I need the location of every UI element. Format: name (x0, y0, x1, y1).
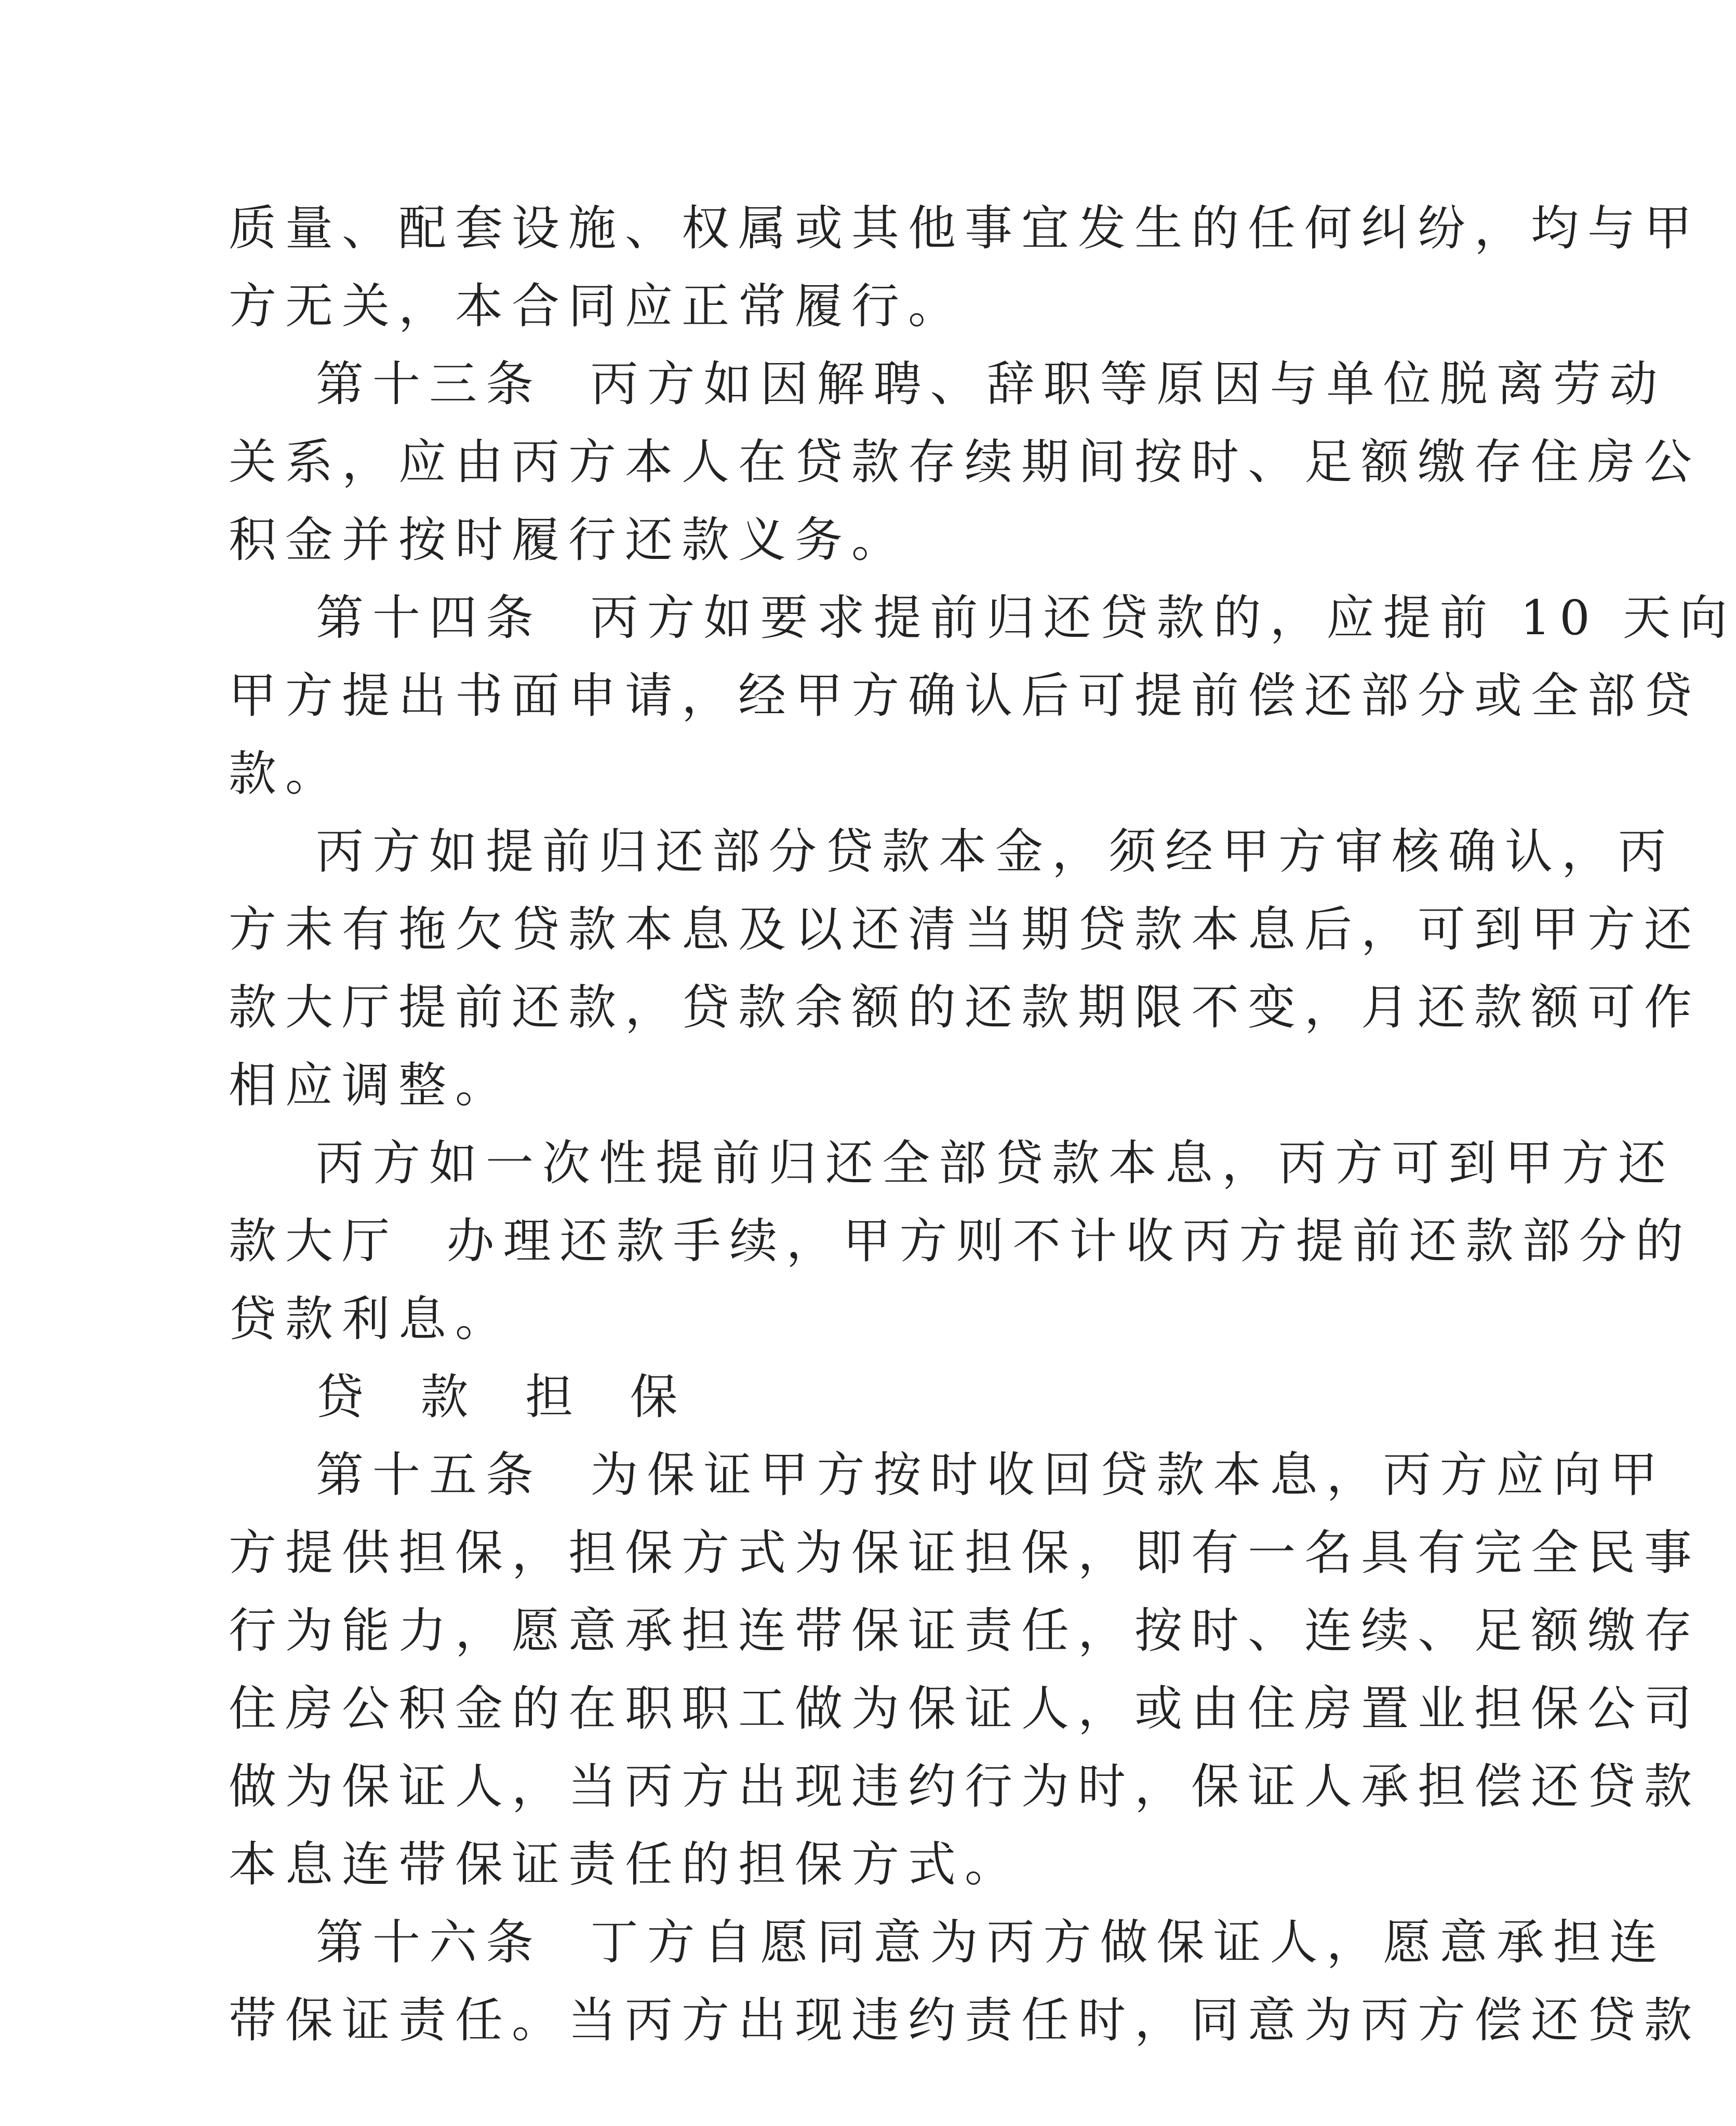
text-line: 住房公积金的在职职工做为保证人，或由住房置业担保公司 (229, 1681, 1701, 1736)
text-line: 甲方提出书面申请，经甲方确认后可提前偿还部分或全部贷 (229, 668, 1701, 724)
paragraph-start-line: 丙方如一次性提前归还全部贷款本息，丙方可到甲方还 (316, 1135, 1675, 1191)
article-15-line: 第十五条 为保证甲方按时收回贷款本息，丙方应向甲 (316, 1447, 1666, 1503)
text-line: 本息连带保证责任的担保方式。 (229, 1837, 1022, 1892)
article-13-line: 第十三条 丙方如因解聘、辞职等原因与单位脱离劳动 (316, 356, 1666, 412)
text-line: 关系，应由丙方本人在贷款存续期间按时、足额缴存住房公 (229, 434, 1701, 490)
text-line: 方无关，本合同应正常履行。 (229, 278, 965, 334)
text-line: 质量、配套设施、权属或其他事宜发生的任何纠纷，均与甲 (229, 200, 1701, 256)
article-14-line: 第十四条 丙方如要求提前归还贷款的，应提前 10 天向 (316, 590, 1736, 646)
text-line: 方提供担保，担保方式为保证担保，即有一名具有完全民事 (229, 1525, 1701, 1581)
text-line: 带保证责任。当丙方出现违约责任时，同意为丙方偿还贷款 (229, 1993, 1701, 2048)
section-heading: 贷 款 担 保 (316, 1369, 687, 1425)
paragraph-start-line: 丙方如提前归还部分贷款本金，须经甲方审核确认，丙 (316, 824, 1675, 879)
text-line: 积金并按时履行还款义务。 (229, 512, 909, 568)
document-body (229, 190, 1736, 2060)
text-line: 款大厅提前还款，贷款余额的还款期限不变，月还款额可作 (229, 980, 1701, 1035)
text-line: 做为保证人，当丙方出现违约行为时，保证人承担偿还贷款 (229, 1759, 1701, 1814)
text-line: 贷款利息。 (229, 1291, 512, 1347)
text-line: 款。 (229, 746, 342, 801)
text-line: 款大厅 办理还款手续，甲方则不计收丙方提前还款部分的 (229, 1213, 1692, 1269)
article-16-line: 第十六条 丁方自愿同意为丙方做保证人，愿意承担连 (316, 1915, 1666, 1970)
text-line: 方未有拖欠贷款本息及以还清当期贷款本息后，可到甲方还 (229, 902, 1701, 957)
text-line: 行为能力，愿意承担连带保证责任，按时、连续、足额缴存 (229, 1603, 1701, 1659)
text-line: 相应调整。 (229, 1058, 512, 1113)
